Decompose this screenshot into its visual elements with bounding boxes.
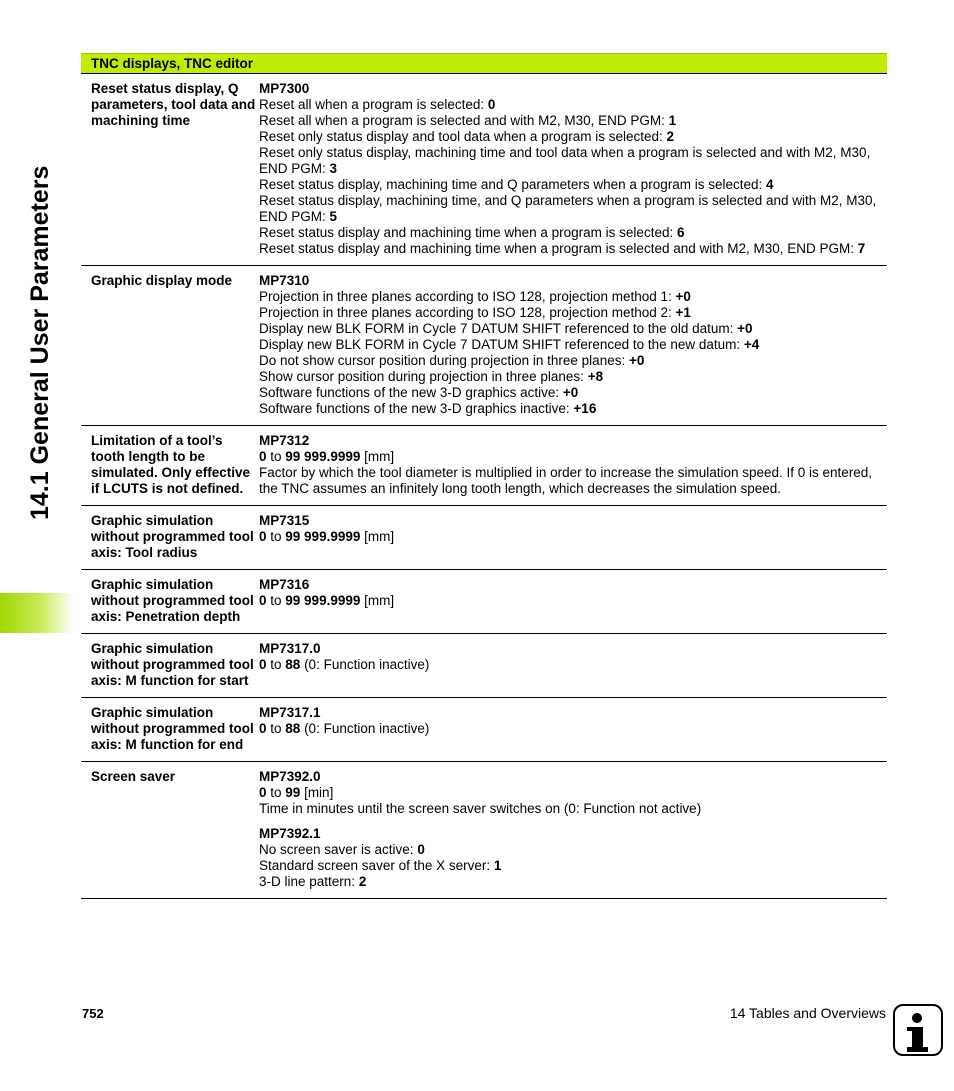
param-option [259,289,881,305]
param-option-text: Show cursor position during projection in three planes: [259,369,588,384]
range-unit: (0: Function inactive) [300,657,430,672]
machine-parameter-id: MP7300 [259,81,310,96]
parameter-description [259,513,887,561]
param-option-value: +0 [628,353,645,368]
param-option-value: +4 [743,337,760,352]
param-option-text: Reset status display, machining time, and Q parameters when a program is selected and with M2, M30, END PGM: [259,193,877,224]
range-to-word: to [266,785,286,800]
machine-parameter-id: MP7315 [259,513,310,528]
param-option-text: Standard screen saver of the X server: [259,858,494,873]
param-option [259,858,881,874]
param-option-value: +0 [675,289,691,304]
param-option-text: Do not show cursor position during projection in three planes: [259,353,629,368]
param-option-value: 2 [358,874,367,889]
parameter-description [259,577,887,625]
param-option [259,874,881,890]
param-option-value: +8 [587,369,604,384]
range-unit: [mm] [360,593,395,608]
param-option-value: 0 [487,97,496,112]
table-row [81,74,887,266]
param-option-value: 4 [766,177,774,192]
param-option [259,97,881,113]
param-option-text: Reset status display and machining time when a program is selected and with M2, M30, END PGM: [259,241,858,256]
chapter-side-title-text: 14.1 General User Parameters [26,165,54,520]
param-option [259,337,881,353]
machine-parameter-id: MP7392.1 [259,826,321,841]
machine-parameter-id: MP7392.0 [259,769,321,784]
range-unit: [min] [300,785,334,800]
range-from: 0 [259,657,267,672]
param-option-value: 6 [676,225,685,240]
range-from: 0 [259,593,267,608]
param-option-text: Display new BLK FORM in Cycle 7 DATUM SHIFT referenced to the new datum: [259,337,744,352]
param-option-text: Projection in three planes according to ISO 128, projection method 1: [259,289,676,304]
range-to: 99 [285,785,301,800]
range-from: 0 [259,721,267,736]
range-to-word: to [266,721,286,736]
param-option [259,842,881,858]
range-to: 99 999.9999 [285,593,361,608]
param-option [259,177,881,193]
param-option [259,401,881,417]
param-option-text: Software functions of the new 3-D graphics active: [259,385,563,400]
param-option-value: +16 [573,401,597,416]
param-option [259,241,881,257]
param-option-text: Reset only status display, machining time and tool data when a program is selected and with M2, M30, END PGM: [259,145,871,176]
param-option-text: Reset all when a program is selected and with M2, M30, END PGM: [259,113,669,128]
range-from: 0 [259,785,267,800]
param-option-value: 1 [668,113,677,128]
parameter-label: Graphic simulation without programmed tool axis: Tool radius [91,513,254,560]
parameter-label: Limitation of a tool’s tooth length to be simulated. Only effective if LCUTS is not defined. [91,433,251,496]
range-unit: [mm] [360,449,395,464]
value-range [259,529,881,545]
machine-parameter-id: MP7317.1 [259,705,321,720]
range-to-word: to [266,593,286,608]
range-to: 99 999.9999 [285,449,361,464]
param-option [259,369,881,385]
table-row [81,634,887,698]
range-to: 88 [285,721,301,736]
param-option [259,321,881,337]
parameter-description [259,769,887,890]
param-option-value: 5 [329,209,338,224]
parameter-note: Factor by which the tool diameter is multiplied in order to increase the simulation speed. If 0 is entered, the TNC assumes an infinitely long tooth length, which decreases the simulation speed. [259,465,873,496]
range-to-word: to [266,449,286,464]
parameter-label: Graphic display mode [91,273,233,288]
param-option-text: Reset all when a program is selected: [259,97,488,112]
table-row [81,570,887,634]
chapter-side-title [16,50,56,570]
table-row [81,762,887,899]
page-number: 752 [82,1006,104,1021]
machine-parameter-id: MP7317.0 [259,641,321,656]
range-to: 88 [285,657,301,672]
machine-parameter-id: MP7312 [259,433,310,448]
table-body [81,74,887,899]
param-option [259,193,881,225]
range-to-word: to [266,657,286,672]
param-option-text: Reset only status display and tool data when a program is selected: [259,129,667,144]
table-header: TNC displays, TNC editor [81,53,887,74]
parameter-label: Graphic simulation without programmed tool axis: Penetration depth [91,577,254,624]
range-from: 0 [259,449,267,464]
table-row [81,266,887,426]
value-range [259,785,881,801]
table-row [81,506,887,570]
chapter-tab-marker [0,593,74,633]
value-range [259,593,881,609]
range-to: 99 999.9999 [285,529,361,544]
range-unit: (0: Function inactive) [300,721,430,736]
parameter-label: Screen saver [91,769,176,784]
param-option-text: Reset status display and machining time when a program is selected: [259,225,677,240]
param-option-text: Display new BLK FORM in Cycle 7 DATUM SHIFT referenced to the old datum: [259,321,738,336]
info-icon [893,1004,943,1056]
param-option-value: 1 [493,858,502,873]
value-range [259,657,881,673]
param-option-text: No screen saver is active: [259,842,418,857]
range-from: 0 [259,529,267,544]
param-option [259,353,881,369]
footer-chapter: 14 Tables and Overviews [729,1005,886,1021]
param-option-text: 3-D line pattern: [259,874,359,889]
param-option-value: 3 [329,161,338,176]
param-option-text: Reset status display, machining time and Q parameters when a program is selected: [259,177,766,192]
value-range [259,449,881,465]
parameter-description [259,273,887,417]
param-option [259,225,881,241]
parameter-label: Graphic simulation without programmed tool axis: M function for end [91,705,254,752]
parameter-table [81,53,887,899]
table-row [81,426,887,506]
param-option-value: +0 [737,321,753,336]
parameter-description [259,641,887,689]
param-option-value: 0 [417,842,425,857]
machine-parameter-id: MP7310 [259,273,310,288]
range-to-word: to [266,529,286,544]
param-option [259,385,881,401]
parameter-description [259,705,887,753]
param-option-text: Software functions of the new 3-D graphics inactive: [259,401,574,416]
machine-parameter-id: MP7316 [259,577,310,592]
value-range [259,721,881,737]
parameter-label: Reset status display, Q parameters, tool data and machining time [91,81,256,128]
param-option-value: +0 [562,385,579,400]
range-unit: [mm] [360,529,395,544]
parameter-description [259,433,887,497]
parameter-label: Graphic simulation without programmed tool axis: M function for start [91,641,254,688]
table-row [81,698,887,762]
param-option [259,113,881,129]
param-option-text: Projection in three planes according to ISO 128, projection method 2: [259,305,676,320]
parameter-note: Time in minutes until the screen saver switches on (0: Function not active) [259,801,702,816]
param-option [259,145,881,177]
parameter-description [259,81,887,257]
param-option-value: 7 [857,241,866,256]
param-option [259,129,881,145]
param-option [259,305,881,321]
param-option-value: 2 [666,129,674,144]
param-option-value: +1 [675,305,691,320]
spacer [259,817,881,826]
